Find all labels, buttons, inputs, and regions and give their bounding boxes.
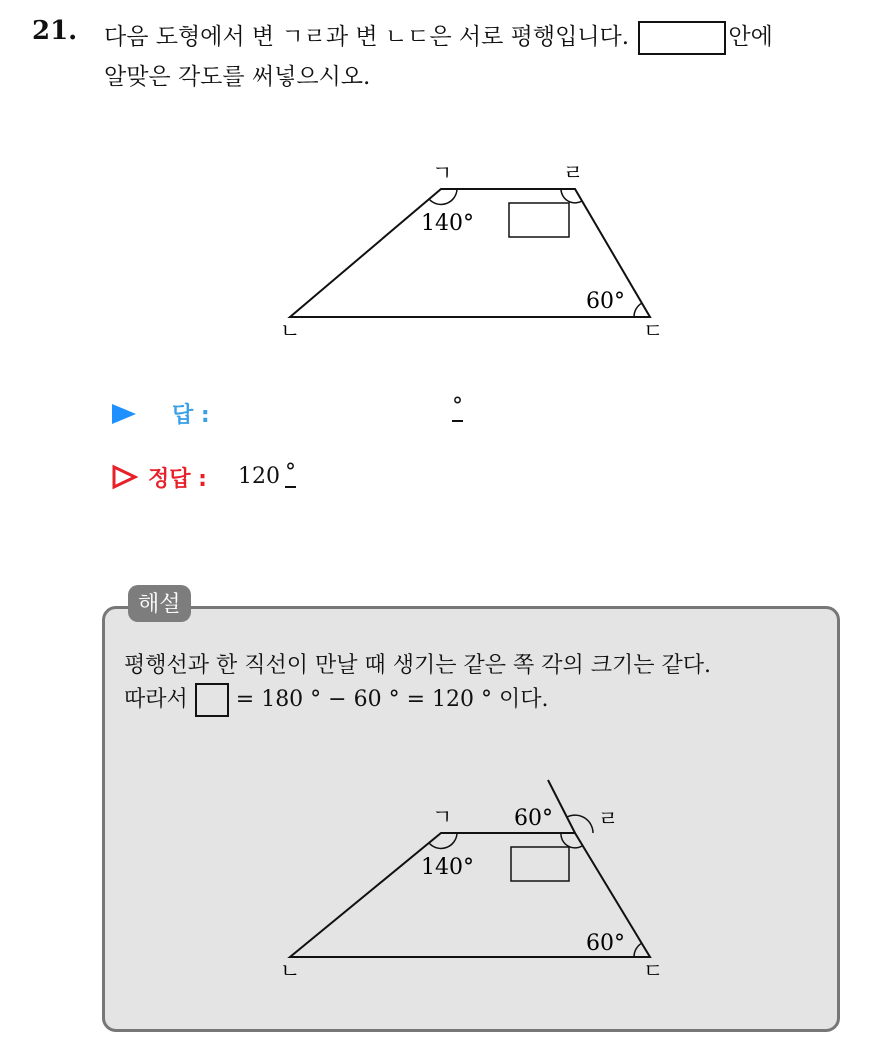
correct-value: 120	[238, 464, 280, 489]
sol-angle-60-bottom: 60°	[586, 931, 625, 956]
solution-line-2-expression: = 180 ° − 60 ° = 120 ° 이다.	[235, 687, 549, 712]
solution-line-1: 평행선과 한 직선이 만날 때 생기는 같은 쪽 각의 크기는 같다.	[124, 653, 711, 678]
solution-figure-box	[511, 847, 569, 881]
figure-trapezoid	[0, 0, 884, 360]
question-text-1a: 다음 도형에서 변 ㄱㄹ과 변 ㄴㄷ은 서로 평행입니다.	[104, 24, 630, 50]
solution-line-2-prefix: 따라서	[124, 687, 188, 712]
question-number: 21.	[32, 16, 78, 46]
question-line-2: 알맞은 각도를 써넣으시오.	[104, 64, 371, 90]
solution-line-2	[124, 682, 548, 717]
angle-label-60: 60°	[586, 289, 625, 314]
sol-vertex-giyeok: ㄱ	[432, 805, 453, 829]
vertex-label-rieul: ㄹ	[563, 161, 584, 185]
correct-label: 정답 :	[148, 467, 207, 492]
solution-figure-trapezoid	[0, 760, 884, 1000]
sol-vertex-digeut: ㄷ	[643, 959, 664, 983]
sol-vertex-rieul: ㄹ	[598, 807, 619, 831]
correct-unit: °	[285, 460, 296, 488]
solution-tag: 해설	[128, 585, 191, 622]
solution-blank-box	[195, 683, 229, 717]
sol-angle-140: 140°	[421, 855, 474, 880]
vertex-label-giyeok: ㄱ	[432, 161, 453, 185]
answer-arrow-icon	[112, 402, 138, 430]
figure-answer-box	[509, 203, 569, 237]
sol-vertex-nieun: ㄴ	[280, 959, 301, 983]
answer-unit: °	[452, 394, 463, 422]
question-text-1b: 안에	[728, 24, 773, 50]
vertex-label-nieun: ㄴ	[280, 319, 301, 343]
correct-arrow-icon	[112, 464, 138, 494]
angle-arc-bottom-right	[634, 303, 642, 317]
vertex-label-digeut: ㄷ	[643, 319, 664, 343]
answer-label: 답 :	[172, 403, 210, 428]
sol-angle-60-top: 60°	[514, 806, 553, 831]
angle-label-140: 140°	[421, 211, 474, 236]
